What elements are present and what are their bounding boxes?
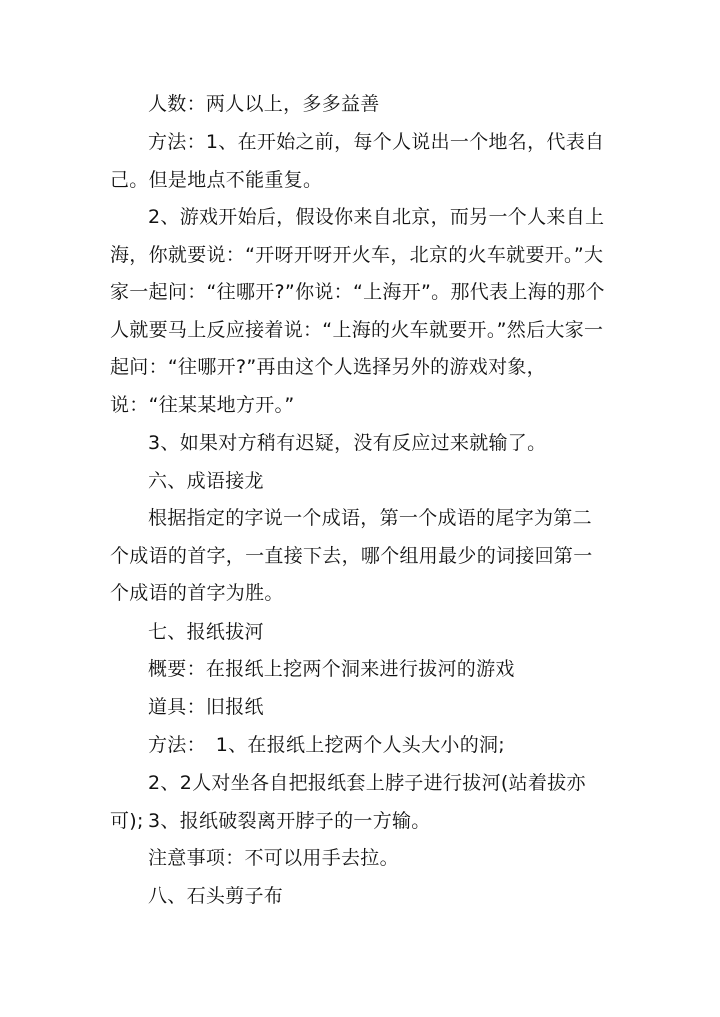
paragraph-summary: 概要：在报纸上挖两个洞来进行拔河的游戏 — [148, 658, 515, 680]
paragraph-props: 道具：旧报纸 — [148, 696, 264, 718]
paragraph-method-1: 方法：1、在开始之前，每个人说出一个地名，代表自己。但是地点不能重复。 — [110, 131, 605, 191]
section-heading-idiom-chain: 六、成语接龙 — [148, 470, 264, 492]
section-heading-rock-paper-scissors: 八、石头剪子布 — [148, 885, 284, 907]
paragraph-tug-method-1: 方法： 1、在报纸上挖两个人头大小的洞; — [148, 734, 505, 756]
section-heading-newspaper-tug: 七、报纸拔河 — [148, 621, 264, 643]
paragraph-tug-method-2: 2、2人对坐各自把报纸套上脖子进行拔河(站着拔亦可); — [110, 772, 586, 832]
paragraph-notes: 注意事项：不可以用手去拉。 — [148, 847, 399, 869]
paragraph-method-3: 3、如果对方稍有迟疑，没有反应过来就输了。 — [148, 432, 547, 454]
paragraph-idiom-rules: 根据指定的字说一个成语，第一个成语的尾字为第二个成语的首字，一直接下去，哪个组用最少的词接回第一个成语的首字为胜。 — [110, 507, 593, 604]
paragraph-tug-method-3: 3、报纸破裂离开脖子的一方输。 — [148, 810, 431, 832]
paragraph-players: 人数：两人以上，多多益善 — [148, 93, 380, 115]
paragraph-method-2: 2、游戏开始后，假设你来自北京，而另一个人来自上海，你就要说：“开呀开呀开火车，北京的火车就要开。”大家一起问：“往哪开?”你说：“上海开”。那代表上海的那个人就要马上反应接着说：“上海的火车就要开。”然后大家一起问：“往哪开?”再由这个人选择另外的游戏对象，说：“往某某地方开。” — [110, 206, 605, 416]
